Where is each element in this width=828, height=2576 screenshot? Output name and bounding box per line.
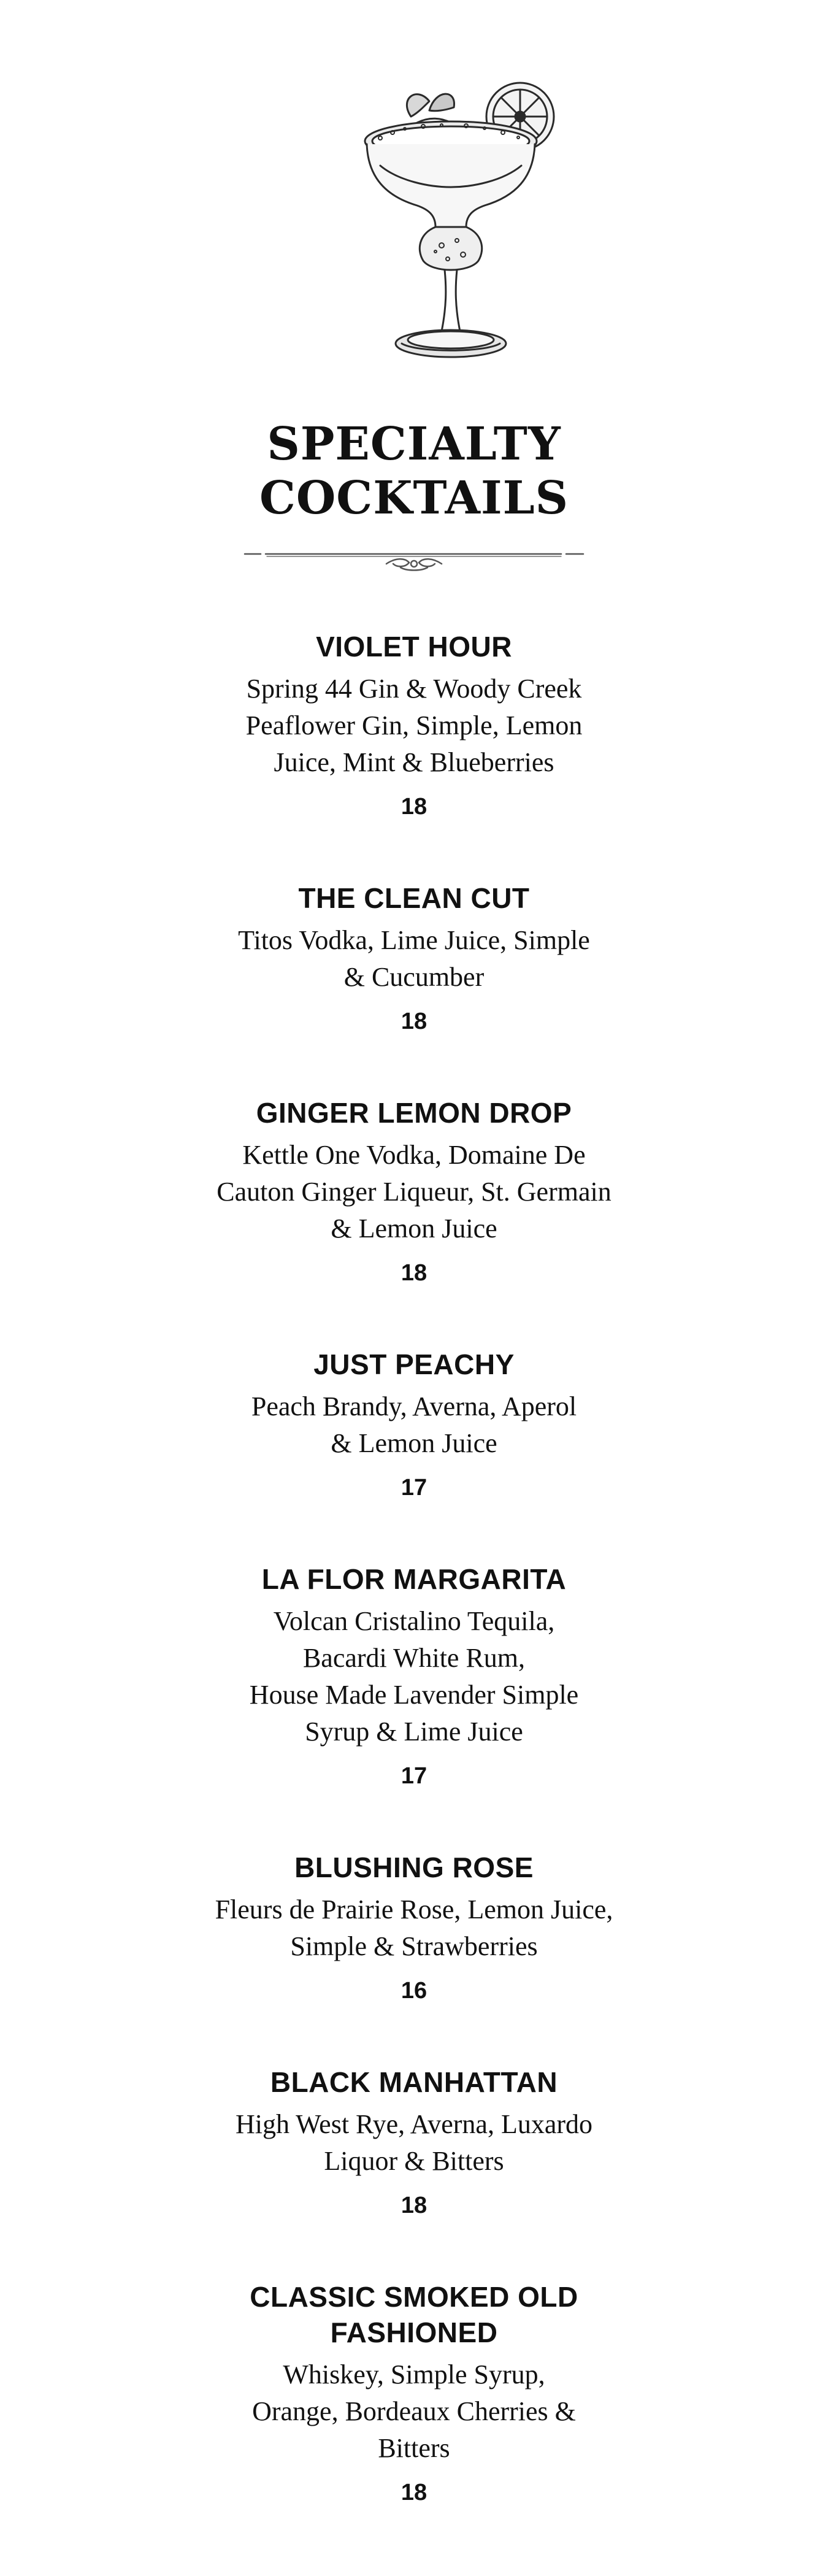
item-description-line: Peaflower Gin, Simple, Lemon: [245, 710, 583, 740]
item-price: 18: [401, 1009, 427, 1034]
item-description-line: Liquor & Bitters: [324, 2146, 504, 2176]
menu-title-line-2: COCKTAILS: [259, 472, 569, 525]
item-price: 16: [401, 1978, 427, 2004]
menu-item: [181, 629, 647, 821]
item-price: 17: [401, 1763, 427, 1789]
item-description-line: Fleurs de Prairie Rose, Lemon Juice,: [215, 1894, 613, 1924]
item-description-line: Peach Brandy, Averna, Aperol: [251, 1391, 577, 1421]
menu-item: [181, 1561, 647, 1791]
item-description-line: Cauton Ginger Liqueur, St. Germain: [217, 1177, 611, 1207]
item-description-line: & Cucumber: [343, 962, 485, 992]
item-description-line: Titos Vodka, Lime Juice, Simple: [238, 925, 590, 955]
item-description: [181, 1603, 647, 1750]
item-price: 18: [401, 2193, 427, 2218]
margarita-glass-illustration-icon: [343, 74, 564, 368]
item-name: THE CLEAN CUT: [298, 882, 530, 914]
item-description-line: Whiskey, Simple Syrup,: [283, 2359, 545, 2390]
item-price: 18: [401, 794, 427, 820]
menu-item: [181, 1347, 647, 1502]
item-description: [181, 671, 647, 781]
item-price: 18: [401, 2480, 427, 2505]
item-name-line: FASHIONED: [330, 2316, 498, 2348]
ornamental-flourish-divider-icon: [242, 543, 586, 574]
item-description-line: Orange, Bordeaux Cherries &: [252, 2396, 576, 2426]
item-description-line: House Made Lavender Simple: [249, 1680, 579, 1710]
item-description-line: Spring 44 Gin & Woody Creek: [246, 674, 582, 704]
item-name: VIOLET HOUR: [316, 631, 512, 663]
item-description-line: & Lemon Juice: [331, 1428, 497, 1458]
item-name: JUST PEACHY: [313, 1348, 515, 1380]
item-description-line: Syrup & Lime Juice: [305, 1717, 523, 1747]
item-description-line: Juice, Mint & Blueberries: [274, 747, 554, 777]
item-description-line: Bitters: [378, 2433, 450, 2463]
item-price: 17: [401, 1475, 427, 1501]
item-description: [181, 2106, 647, 2180]
menu-item: [181, 2064, 647, 2220]
item-price: 18: [401, 1260, 427, 1286]
menu-title-line-1: SPECIALTY: [267, 418, 561, 471]
item-description: [181, 1388, 647, 1462]
item-description: [181, 1137, 647, 1247]
item-name: LA FLOR MARGARITA: [261, 1563, 567, 1595]
item-name: BLACK MANHATTAN: [270, 2066, 558, 2098]
menu-item: [181, 1095, 647, 1288]
item-description-line: Simple & Strawberries: [290, 1931, 538, 1961]
menu-item: [181, 1850, 647, 2005]
item-description-line: Volcan Cristalino Tequila,: [273, 1606, 555, 1636]
item-description-line: Bacardi White Rum,: [302, 1643, 526, 1673]
item-name-line: CLASSIC SMOKED OLD: [250, 2281, 578, 2313]
item-name: GINGER LEMON DROP: [256, 1097, 572, 1129]
menu-item: [181, 2279, 647, 2507]
cocktail-list: [0, 629, 828, 2507]
menu-item: [181, 880, 647, 1036]
menu-title: [0, 417, 828, 525]
item-description-line: & Lemon Juice: [331, 1213, 497, 1244]
item-name: [181, 2279, 647, 2350]
item-description: [181, 2356, 647, 2467]
item-description: [181, 922, 647, 996]
item-description-line: Kettle One Vodka, Domaine De: [242, 1140, 586, 1170]
item-name: BLUSHING ROSE: [294, 1851, 534, 1883]
item-description-line: High West Rye, Averna, Luxardo: [235, 2109, 593, 2139]
item-description: [181, 1891, 647, 1965]
